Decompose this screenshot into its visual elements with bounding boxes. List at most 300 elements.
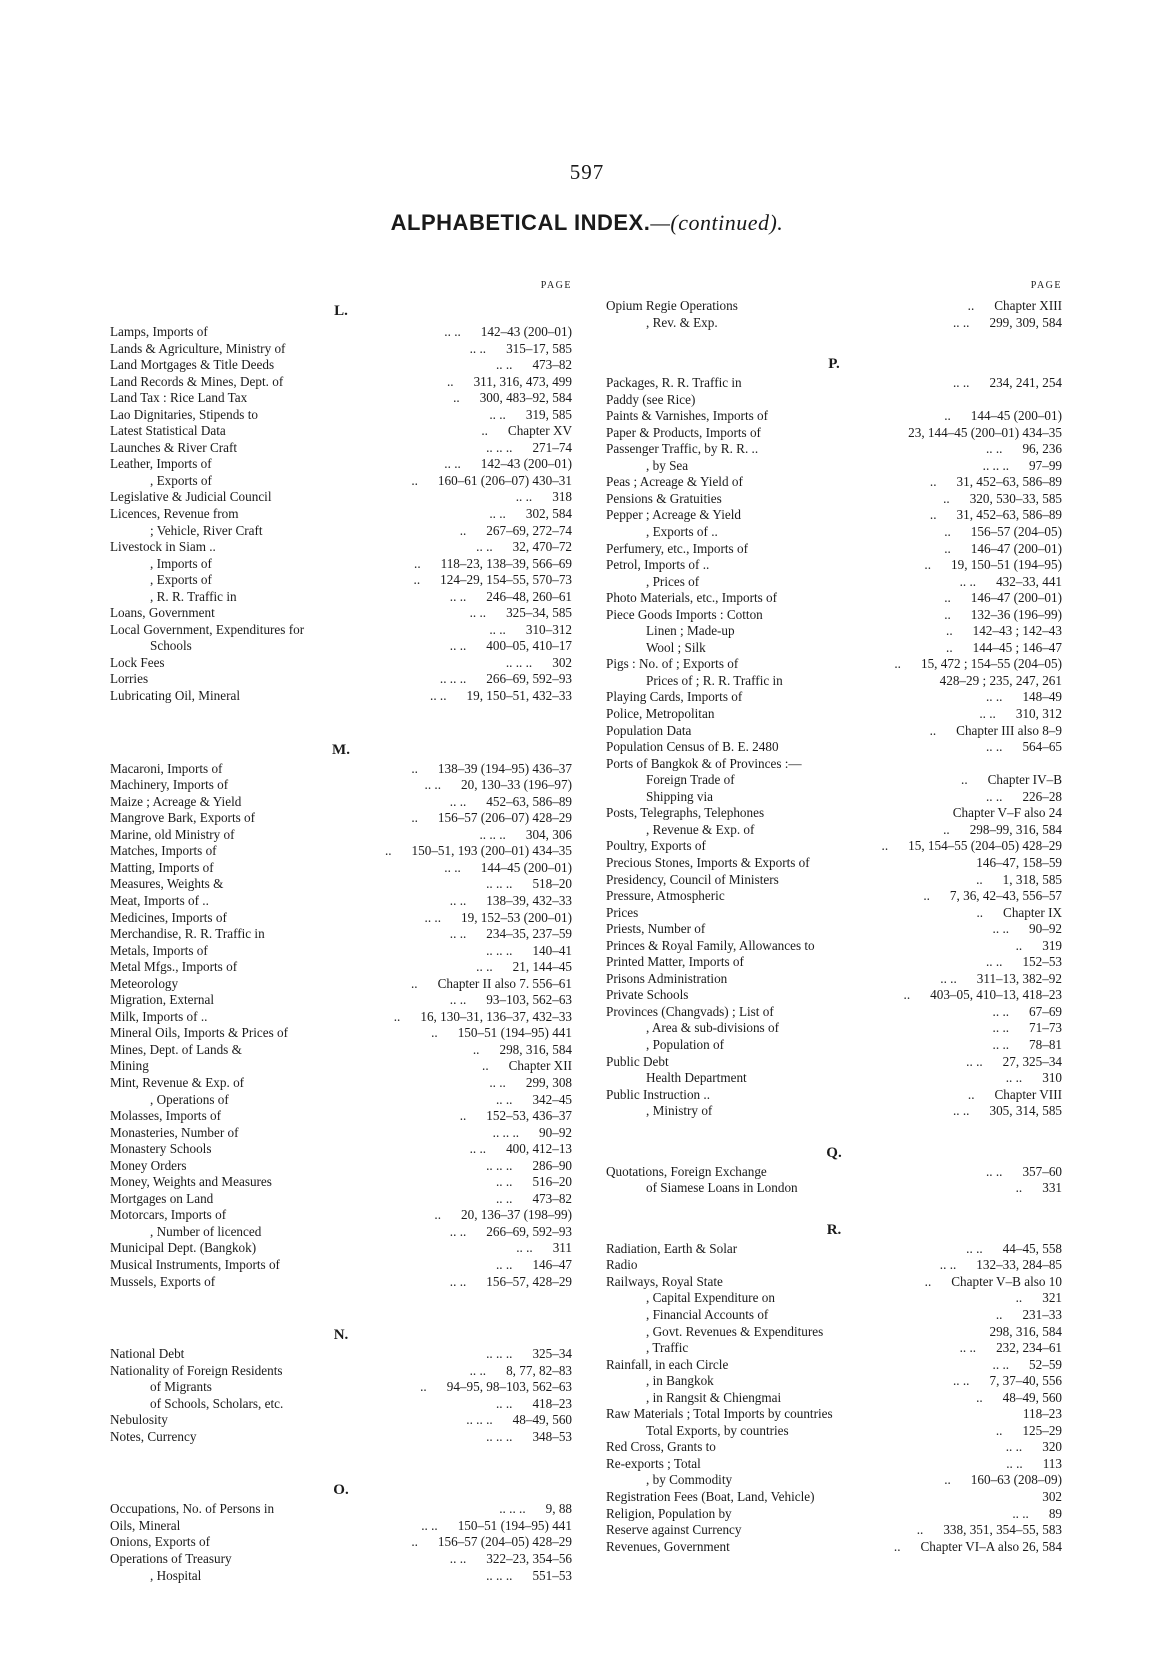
- entry-label: , by Sea: [646, 457, 689, 473]
- entry-pages: 48–49, 560: [512, 1412, 572, 1428]
- entry-leader: ..: [976, 904, 984, 920]
- entry-pages: 310, 312: [1015, 706, 1062, 722]
- entry-label: National Debt: [110, 1346, 185, 1362]
- entry-pages: 32, 470–72: [512, 539, 572, 555]
- entry-leader: .. ..: [449, 992, 467, 1008]
- entry-pages: 15, 154–55 (204–05) 428–29: [908, 838, 1062, 854]
- entry-label: Linen ; Made-up: [646, 623, 735, 639]
- entry-leader: .. ..: [449, 1551, 467, 1566]
- entry-pages: Chapter VI–A also 26, 584: [920, 1538, 1062, 1554]
- entry-label: Matting, Imports of: [110, 859, 214, 875]
- entry-pages: 142–43 ; 142–43: [972, 623, 1062, 639]
- entry-label: Nationality of Foreign Residents: [110, 1362, 283, 1378]
- entry-label: Registration Fees (Boat, Land, Vehicle): [606, 1489, 815, 1504]
- entry-leader: .. ..: [469, 605, 487, 621]
- index-entry: [110, 556, 572, 573]
- entry-leader: .. ..: [495, 1256, 513, 1272]
- index-entry: [606, 1340, 1062, 1357]
- entry-leader: [914, 673, 934, 690]
- entry-leader: ..: [916, 1522, 924, 1538]
- entry-leader: .. ..: [1012, 1505, 1029, 1521]
- index-entry: [606, 1087, 1062, 1104]
- entry-leader: ..: [995, 1422, 1003, 1438]
- entry-label: Monastery Schools: [110, 1141, 212, 1157]
- index-entry: [606, 1307, 1062, 1324]
- entry-leader: ..: [944, 1472, 951, 1488]
- entry-pages: 44–45, 558: [1002, 1240, 1062, 1256]
- entry-leader: ..: [420, 1379, 427, 1395]
- entry-label: Foreign Trade of: [646, 772, 735, 788]
- entry-leader: .. ..: [476, 539, 493, 555]
- entry-label: Piece Goods Imports : Cotton: [606, 606, 763, 622]
- entry-leader: ..: [434, 1207, 441, 1223]
- entry-leader: .. ..: [959, 573, 977, 589]
- index-entry: [110, 761, 572, 778]
- entry-leader: ..: [976, 871, 983, 887]
- page-title: [0, 210, 1174, 236]
- entry-pages: 160–63 (208–09): [970, 1472, 1062, 1488]
- entry-pages: 31, 452–63, 586–89: [956, 474, 1062, 490]
- entry-label: Lubricating Oil, Mineral: [110, 688, 241, 704]
- entry-pages: 31, 452–63, 586–89: [956, 507, 1062, 523]
- entry-leader: [1036, 756, 1056, 773]
- entry-label: Mangrove Bark, Exports of: [110, 810, 256, 826]
- index-entry: [110, 893, 572, 910]
- entry-pages: 452–63, 586–89: [486, 793, 572, 809]
- entry-pages: 9, 88: [545, 1501, 572, 1517]
- entry-pages: 298–99, 316, 584: [969, 821, 1062, 837]
- index-entry: [110, 671, 572, 688]
- index-entry: [110, 523, 572, 540]
- entry-label: Metal Mfgs., Imports of: [110, 959, 238, 975]
- entry-pages: 125–29: [1022, 1422, 1062, 1438]
- index-entry: [606, 1472, 1062, 1489]
- entry-label: Monasteries, Number of: [110, 1124, 239, 1140]
- entry-label: Revenues, Government: [606, 1538, 730, 1554]
- entry-pages: 156–57 (204–05) 428–29: [437, 1534, 572, 1550]
- entry-pages: 156–57 (206–07) 428–29: [437, 810, 572, 826]
- index-entry: [606, 888, 1062, 905]
- entry-leader: .. ..: [939, 1257, 957, 1273]
- entry-label: Red Cross, Grants to: [606, 1439, 716, 1455]
- entry-label: , Prices of: [646, 573, 700, 589]
- entry-label: Mussels, Exports of: [110, 1273, 216, 1289]
- index-entry: [606, 441, 1062, 458]
- entry-pages: 432–33, 441: [996, 573, 1062, 589]
- entry-leader: ..: [1015, 1180, 1023, 1196]
- entry-label: , Area & sub-divisions of: [646, 1020, 779, 1036]
- entry-leader: ..: [944, 606, 951, 622]
- index-entry: [606, 1004, 1062, 1021]
- index-entry: [606, 756, 1062, 773]
- entry-label: Prices: [606, 904, 639, 920]
- entry-pages: 516–20: [532, 1174, 572, 1190]
- index-entry: [606, 590, 1062, 607]
- index-entry: [110, 655, 572, 672]
- index-entry: [606, 541, 1062, 558]
- index-entry: [606, 1489, 1062, 1506]
- index-entry: [110, 976, 572, 993]
- index-entry: [606, 921, 1062, 938]
- entry-pages: 27, 325–34: [1002, 1053, 1062, 1069]
- entry-leader: .. .. ..: [486, 942, 513, 958]
- page-column-header: PAGE: [540, 280, 572, 291]
- entry-pages: 146–47 (200–01): [970, 590, 1062, 606]
- entry-leader: ..: [1015, 937, 1023, 953]
- entry-pages: [1056, 392, 1062, 409]
- entry-pages: Chapter IV–B: [987, 772, 1062, 788]
- entry-label: Notes, Currency: [110, 1428, 197, 1444]
- index-entry: [110, 440, 572, 457]
- entry-leader: ..: [967, 1086, 975, 1102]
- entry-pages: 302, 584: [525, 506, 572, 522]
- entry-pages: 473–82: [532, 1190, 572, 1206]
- entry-label: Land Mortgages & Title Deeds: [110, 357, 275, 373]
- entry-leader: ..: [453, 390, 460, 406]
- entry-leader: .. ..: [1006, 1455, 1023, 1471]
- entry-leader: ..: [976, 1389, 983, 1405]
- entry-label: , Exports of: [150, 572, 212, 588]
- entry-pages: 564–65: [1022, 739, 1062, 755]
- entry-label: Pressure, Atmospheric: [606, 888, 725, 904]
- entry-pages: 518–20: [532, 876, 572, 892]
- entry-label: Printed Matter, Imports of: [606, 954, 744, 970]
- entry-pages: 234, 241, 254: [989, 375, 1062, 391]
- entry-pages: 94–95, 98–103, 562–63: [446, 1379, 572, 1395]
- entry-pages: 118–23, 138–39, 566–69: [440, 555, 572, 571]
- index-entry: [606, 458, 1062, 475]
- index-entry: [110, 572, 572, 589]
- entry-pages: 21, 144–45: [512, 959, 572, 975]
- entry-leader: .. ..: [421, 1517, 438, 1533]
- entry-pages: 267–69, 272–74: [486, 522, 572, 538]
- entry-label: Prices of ; R. R. Traffic in: [646, 672, 783, 688]
- entry-pages: 310: [1042, 1070, 1062, 1086]
- entry-leader: [950, 855, 970, 872]
- entry-leader: .. ..: [449, 892, 467, 908]
- entry-pages: 19, 152–53 (200–01): [461, 909, 572, 925]
- entry-label: Lock Fees: [110, 654, 165, 670]
- entry-label: Medicines, Imports of: [110, 909, 227, 925]
- index-entry: [110, 1518, 572, 1535]
- index-entry: [606, 1406, 1062, 1423]
- entry-label: Latest Statistical Data: [110, 423, 226, 439]
- entry-leader: [882, 425, 902, 442]
- entry-pages: 231–33: [1022, 1306, 1062, 1322]
- entry-label: Princes & Royal Family, Allowances to: [606, 937, 815, 953]
- section-gap: [110, 1290, 572, 1324]
- entry-label: , Rev. & Exp.: [646, 314, 718, 330]
- entry-pages: 156–57, 428–29: [486, 1273, 572, 1289]
- entry-pages: 246–48, 260–61: [486, 588, 572, 604]
- index-entry: [110, 1396, 572, 1413]
- entry-pages: 152–53, 436–37: [486, 1108, 572, 1124]
- index-entry: [110, 605, 572, 622]
- entry-leader: ..: [431, 1025, 438, 1041]
- index-entry: [606, 1037, 1062, 1054]
- entry-pages: 473–82: [532, 357, 572, 373]
- entry-leader: .. ..: [424, 909, 441, 925]
- section-letter: N.: [333, 1327, 349, 1344]
- index-entry: [110, 589, 572, 606]
- entry-label: Mint, Revenue & Exp. of: [110, 1074, 245, 1090]
- index-entry: [110, 1174, 572, 1191]
- section-letter: R.: [826, 1221, 842, 1238]
- entry-pages: 300, 483–92, 584: [479, 390, 572, 406]
- entry-pages: 19, 150–51, 432–33: [466, 688, 572, 704]
- index-entry: [606, 673, 1062, 690]
- entry-label: Precious Stones, Imports & Exports of: [606, 854, 810, 870]
- entry-label: Mines, Dept. of Lands &: [110, 1041, 242, 1057]
- entry-label: Radio: [606, 1257, 638, 1273]
- entry-pages: 8, 77, 82–83: [506, 1362, 572, 1378]
- index-entry: [110, 1274, 572, 1291]
- section-letter: Q.: [826, 1144, 842, 1161]
- entry-label: Pensions & Gratuities: [606, 490, 722, 506]
- entry-pages: 315–17, 585: [506, 340, 572, 356]
- entry-leader: ..: [924, 557, 931, 573]
- entry-leader: ..: [903, 987, 911, 1003]
- entry-label: Population Census of B. E. 2480: [606, 739, 779, 755]
- title-text: ALPHABETICAL INDEX.: [390, 210, 651, 235]
- entry-label: Municipal Dept. (Bangkok): [110, 1240, 257, 1256]
- index-entry: [606, 1456, 1062, 1473]
- entry-leader: .. ..: [985, 739, 1003, 755]
- entry-leader: ..: [472, 1041, 480, 1057]
- index-entry: [110, 943, 572, 960]
- index-entry: [110, 506, 572, 523]
- entry-pages: 118–23: [1022, 1406, 1062, 1422]
- entry-leader: .. ..: [495, 1190, 513, 1206]
- entry-label: Migration, External: [110, 992, 215, 1008]
- entry-label: Maize ; Acreage & Yield: [110, 793, 242, 809]
- entry-leader: .. ..: [516, 1240, 533, 1256]
- entry-label: , Operations of: [150, 1091, 229, 1107]
- entry-pages: Chapter VIII: [994, 1086, 1062, 1102]
- index-entry: [110, 1125, 572, 1142]
- entry-pages: 302: [1042, 1489, 1062, 1504]
- entry-leader: .. ..: [424, 777, 441, 793]
- entry-label: Onions, Exports of: [110, 1534, 211, 1550]
- entry-pages: Chapter II also 7. 556–61: [437, 975, 572, 991]
- entry-label: Private Schools: [606, 987, 689, 1003]
- entry-label: Opium Regie Operations: [606, 298, 738, 313]
- entry-leader: ..: [411, 472, 418, 488]
- entry-label: Lorries: [110, 671, 149, 687]
- entry-leader: .. .. ..: [486, 1428, 513, 1444]
- index-entry: [110, 1108, 572, 1125]
- index-entry: [110, 827, 572, 844]
- entry-label: Perfumery, etc., Imports of: [606, 540, 748, 556]
- right-column-body: [606, 298, 1062, 1555]
- entry-pages: 418–23: [532, 1395, 572, 1411]
- index-entry: [110, 1346, 572, 1363]
- index-entry: [110, 324, 572, 341]
- entry-label: , Number of licenced: [150, 1223, 262, 1239]
- entry-label: Public Debt: [606, 1053, 669, 1069]
- entry-label: , Hospital: [150, 1567, 202, 1583]
- index-entry: [606, 872, 1062, 889]
- index-entry: [110, 1501, 572, 1518]
- entry-leader: .. ..: [489, 406, 506, 422]
- entry-label: Photo Materials, etc., Imports of: [606, 590, 778, 606]
- entry-label: Paddy (see Rice): [606, 391, 696, 407]
- entry-leader: [927, 805, 947, 822]
- entry-pages: 144–45 (200–01): [480, 859, 572, 875]
- entry-label: Merchandise, R. R. Traffic in: [110, 926, 265, 942]
- index-entry: [606, 491, 1062, 508]
- entry-pages: 20, 130–33 (196–97): [461, 777, 572, 793]
- entry-leader: .. ..: [495, 357, 513, 373]
- entry-label: , Revenue & Exp. of: [646, 821, 755, 837]
- section-gap: [110, 1445, 572, 1479]
- entry-pages: 67–69: [1029, 1003, 1062, 1019]
- index-entry: [606, 987, 1062, 1004]
- entry-label: Musical Instruments, Imports of: [110, 1256, 280, 1272]
- index-entry: [606, 315, 1062, 332]
- entry-pages: 320: [1042, 1439, 1062, 1455]
- entry-leader: .. ..: [489, 506, 506, 522]
- entry-label: of Migrants: [150, 1379, 212, 1395]
- index-entry: [606, 689, 1062, 706]
- index-entry: [606, 772, 1062, 789]
- entry-pages: 319, 585: [525, 406, 572, 422]
- entry-pages: 304, 306: [525, 826, 572, 842]
- entry-leader: ..: [929, 507, 937, 523]
- entry-leader: ..: [1015, 1290, 1023, 1306]
- entry-leader: .. ..: [515, 489, 533, 505]
- index-entry: [110, 1025, 572, 1042]
- section-gap: [606, 331, 1062, 353]
- index-entry: [606, 425, 1062, 442]
- entry-leader: ..: [929, 474, 937, 490]
- entry-leader: ..: [411, 1534, 418, 1550]
- entry-leader: .. ..: [449, 1273, 467, 1289]
- entry-leader: .. ..: [992, 1036, 1010, 1052]
- entry-label: Machinery, Imports of: [110, 777, 229, 793]
- entry-label: Lands & Agriculture, Ministry of: [110, 340, 286, 356]
- entry-leader: ..: [894, 656, 901, 672]
- entry-label: Population Data: [606, 722, 692, 738]
- entry-leader: ..: [384, 843, 392, 859]
- section-letter: O.: [333, 1482, 349, 1499]
- entry-pages: 52–59: [1029, 1356, 1062, 1372]
- entry-label: Peas ; Acreage & Yield of: [606, 474, 743, 490]
- index-entry: [110, 1257, 572, 1274]
- entry-pages: 286–90: [532, 1157, 572, 1173]
- entry-label: Launches & River Craft: [110, 439, 238, 455]
- entry-label: Meat, Imports of ..: [110, 892, 209, 908]
- entry-label: Marine, old Ministry of: [110, 826, 235, 842]
- entry-label: Mining: [110, 1058, 149, 1074]
- entry-pages: 357–60: [1022, 1163, 1062, 1179]
- entry-leader: .. ..: [952, 375, 970, 391]
- index-entry: [606, 822, 1062, 839]
- entry-label: Paints & Varnishes, Imports of: [606, 408, 769, 424]
- index-entry: [110, 794, 572, 811]
- entry-label: Milk, Imports of ..: [110, 1008, 208, 1024]
- index-entry: [110, 1207, 572, 1224]
- index-entry: [110, 357, 572, 374]
- entry-leader: ..: [946, 623, 953, 639]
- entry-leader: ..: [944, 590, 951, 606]
- index-entry: [606, 855, 1062, 872]
- entry-leader: .. ..: [966, 1240, 983, 1256]
- index-entry: [606, 392, 1062, 409]
- index-entry: [110, 860, 572, 877]
- entry-label: Money Orders: [110, 1157, 187, 1173]
- index-entry: [110, 1429, 572, 1446]
- entry-pages: 78–81: [1029, 1036, 1062, 1052]
- entry-leader: .. ..: [992, 1356, 1010, 1372]
- entry-pages: 342–45: [532, 1091, 572, 1107]
- index-entry: [606, 1439, 1062, 1456]
- entry-pages: 150–51 (194–95) 441: [457, 1025, 572, 1041]
- entry-label: Religion, Population by: [606, 1505, 732, 1521]
- entry-leader: .. ..: [495, 1091, 513, 1107]
- entry-leader: .. ..: [430, 688, 447, 704]
- entry-leader: [1036, 392, 1056, 409]
- entry-pages: 318: [552, 489, 572, 505]
- section-letter: L.: [334, 303, 348, 319]
- index-entry: [606, 706, 1062, 723]
- entry-label: Prisons Administration: [606, 970, 728, 986]
- entry-leader: .. ..: [1005, 1070, 1023, 1086]
- index-entry: [606, 507, 1062, 524]
- index-entry: [110, 1092, 572, 1109]
- entry-pages: Chapter V–F also 24: [952, 805, 1062, 821]
- index-entry: [606, 1164, 1062, 1181]
- index-entry: [606, 905, 1062, 922]
- entry-label: Provinces (Changvads) ; List of: [606, 1003, 774, 1019]
- entry-pages: Chapter III also 8–9: [956, 722, 1062, 738]
- index-entry: [110, 910, 572, 927]
- entry-pages: 551–53: [532, 1567, 572, 1583]
- index-entry: [606, 298, 1062, 315]
- entry-label: Radiation, Earth & Solar: [606, 1240, 738, 1256]
- entry-label: Police, Metropolitan: [606, 706, 715, 722]
- entry-pages: 23, 144–45 (200–01) 434–35: [908, 424, 1062, 440]
- entry-leader: ..: [446, 373, 454, 389]
- entry-label: Loans, Government: [110, 605, 215, 621]
- entry-label: Licences, Revenue from: [110, 506, 239, 522]
- page-number: 597: [569, 160, 605, 184]
- entry-leader: .. .. ..: [486, 439, 513, 455]
- entry-leader: ..: [411, 810, 418, 826]
- index-entry: [606, 1423, 1062, 1440]
- entry-label: Raw Materials ; Total Imports by countries: [606, 1406, 833, 1422]
- entry-label: Rainfall, in each Circle: [606, 1356, 729, 1372]
- index-entry: [606, 656, 1062, 673]
- index-entry: [110, 1075, 572, 1092]
- index-entry: [110, 622, 572, 639]
- entry-label: Mineral Oils, Imports & Prices of: [110, 1025, 289, 1041]
- index-column-right: [606, 274, 1062, 1555]
- entry-pages: Chapter V–B also 10: [951, 1273, 1062, 1289]
- entry-pages: 298, 316, 584: [499, 1041, 572, 1057]
- entry-label: Public Instruction ..: [606, 1086, 711, 1102]
- index-entry: [110, 1412, 572, 1429]
- entry-label: , Population of: [646, 1036, 725, 1052]
- entry-leader: ..: [393, 1008, 401, 1024]
- entry-leader: ..: [995, 1306, 1003, 1322]
- entry-pages: 124–29, 154–55, 570–73: [440, 572, 572, 588]
- entry-label: Total Exports, by countries: [646, 1422, 789, 1438]
- entry-pages: 266–69, 592–93: [486, 671, 572, 687]
- section-gap: [606, 1197, 1062, 1219]
- index-entry: [110, 423, 572, 440]
- index-entry: [606, 524, 1062, 541]
